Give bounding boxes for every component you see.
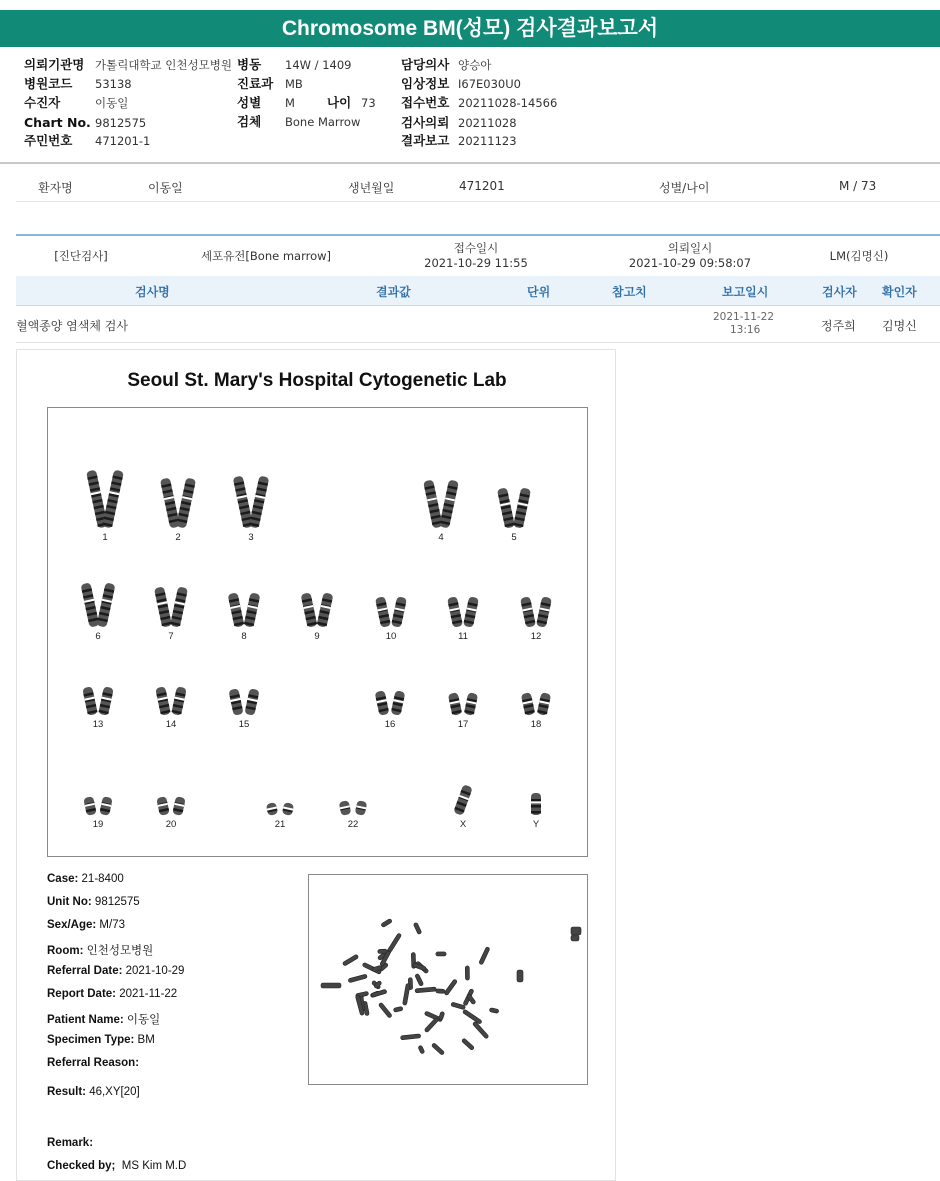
metaphase-chromosome [436, 952, 446, 956]
chromosome-pair-15 [219, 687, 269, 717]
receipt-no-value: 20211028-14566 [458, 96, 558, 110]
patient-bar [16, 172, 940, 202]
chromosome-label-14: 14 [165, 719, 177, 730]
referral-date-value: 2021-10-29 [125, 965, 185, 977]
chromosome-pair-X [438, 783, 488, 817]
case-label: Case: [47, 873, 79, 885]
metaphase-chromosome [571, 935, 579, 941]
chromosome-pair-14 [146, 685, 196, 717]
metaphase-chromosome [381, 918, 393, 927]
patient-name: 이동일 [148, 181, 183, 195]
metaphase-chromosome [418, 1045, 425, 1054]
metaphase-chromosome [342, 954, 359, 966]
chromosome-pair-18 [511, 691, 561, 717]
remark-label: Remark: [47, 1137, 94, 1149]
chromosome-label-7: 7 [168, 631, 174, 642]
birth-value: 471201 [459, 179, 505, 193]
chromosome-label-12: 12 [530, 631, 542, 642]
metaphase-chromosome [436, 989, 445, 994]
chromosome-pair-9 [292, 591, 342, 629]
col-report-date: 보고일시 [722, 285, 769, 299]
received-label: 접수일시 [453, 241, 499, 255]
chromosome-pair-21 [255, 801, 305, 817]
chromosome-label-18: 18 [530, 719, 542, 730]
department-label: 진료과 [237, 76, 274, 91]
chromosome-pair-17 [438, 691, 488, 717]
chromosome-label-10: 10 [385, 631, 397, 642]
unit-label: Unit No: [47, 896, 92, 908]
chromosome-label-5: 5 [511, 532, 517, 543]
order-row[interactable] [16, 234, 940, 276]
checked-by-label: Checked by; [47, 1160, 116, 1172]
col-result: 결과값 [376, 285, 411, 299]
table-row[interactable] [16, 307, 940, 343]
metaphase-chromosome [571, 927, 581, 935]
header-info [0, 48, 940, 164]
report-date-label: Report Date: [47, 988, 117, 1000]
patient-name-label: 환자명 [38, 181, 73, 195]
patient-name-info-label: Patient Name: [47, 1014, 124, 1026]
chromosome-pair-4 [416, 478, 466, 530]
sexage-info-value: M/73 [99, 919, 125, 931]
receipt-no-label: 접수번호 [401, 95, 450, 110]
metaphase-chromosome [413, 922, 422, 934]
chromosome-pair-3 [226, 474, 276, 530]
attending-value: 양승아 [458, 58, 492, 72]
specimen-label: 검체 [237, 114, 262, 129]
chromosome-label-2: 2 [175, 532, 181, 543]
hospital-label: 의뢰기관명 [24, 57, 85, 72]
metaphase-image [308, 874, 588, 1085]
chromosome-label-13: 13 [92, 719, 104, 730]
chromosome-pair-10 [366, 595, 416, 629]
results-table-header [16, 276, 940, 306]
sex-value: M [285, 96, 295, 110]
examinee-label: 수진자 [24, 95, 61, 110]
lab-title: Seoul St. Mary's Hospital Cytogenetic Lab [127, 370, 507, 391]
room-value: 인천성모병원 [86, 945, 154, 957]
hospital-code-value: 53138 [95, 77, 132, 91]
referral-date-label: Referral Date: [47, 965, 123, 977]
metaphase-chromosome [415, 987, 436, 993]
metaphase-chromosome [378, 1002, 392, 1018]
metaphase-chromosome [517, 970, 523, 982]
chromosome-label-Y: Y [532, 819, 540, 830]
department-value: MB [285, 77, 303, 91]
result-label: Result: [47, 1086, 86, 1098]
chromosome-label-11: 11 [458, 631, 468, 642]
sexage-info-label: Sex/Age: [47, 919, 97, 931]
unit-value: 9812575 [94, 896, 140, 908]
metaphase-chromosome [348, 974, 367, 983]
chromosome-pair-12 [511, 595, 561, 629]
chart-no-value: 9812575 [95, 116, 147, 130]
metaphase-chromosome [387, 933, 401, 953]
chromosome-pair-2 [153, 476, 203, 530]
chart-no-label: Chart No. [24, 115, 91, 130]
metaphase-chromosome [479, 947, 490, 965]
chromosome-label-19: 19 [92, 819, 104, 830]
chromosome-pair-13 [73, 685, 123, 717]
attending-label: 담당의사 [401, 57, 450, 72]
row-confirmer: 김명신 [882, 319, 917, 333]
chromosome-label-1: 1 [102, 532, 108, 543]
referral-reason-label: Referral Reason: [47, 1057, 140, 1069]
metaphase-chromosome [415, 973, 424, 986]
metaphase-chromosome [431, 1043, 445, 1056]
chromosome-label-22: 22 [347, 819, 359, 830]
chromosome-pair-8 [219, 591, 269, 629]
chromosome-label-X: X [459, 819, 467, 830]
chromosome-label-8: 8 [241, 631, 247, 642]
specimen-type-label: Specimen Type: [47, 1034, 135, 1046]
examinee-value: 이동일 [95, 96, 129, 110]
resident-no-value: 471201-1 [95, 134, 151, 148]
chromosome-label-15: 15 [238, 719, 250, 730]
chromosome-label-20: 20 [165, 819, 177, 830]
chromosome-label-4: 4 [438, 532, 444, 543]
chromosome-pair-22 [328, 799, 378, 817]
result-value: 46,XY[20] [89, 1086, 140, 1098]
case-value: 21-8400 [81, 873, 124, 885]
specimen-value: Bone Marrow [285, 115, 361, 129]
requested-label: 의뢰일시 [667, 241, 713, 255]
metaphase-chromosome [462, 1009, 482, 1024]
metaphase-chromosome [461, 1038, 474, 1051]
report-title: Chromosome BM(성모) 검사결과보고서 [0, 10, 940, 47]
sexage-label: 성별/나이 [659, 181, 710, 195]
row-report-date: 2021-11-22 [713, 311, 775, 323]
chromosome-label-17: 17 [457, 719, 469, 730]
col-confirmer: 확인자 [882, 285, 917, 299]
result-report-label: 결과보고 [401, 133, 450, 148]
metaphase-chromosome [489, 1008, 499, 1014]
chromosome-pair-20 [146, 795, 196, 817]
order-category: [진단검사] [54, 249, 108, 263]
metaphase-chromosome [438, 1011, 444, 1020]
age-label: 나이 [327, 95, 352, 110]
chromosome-label-9: 9 [314, 631, 320, 642]
sex-label: 성별 [237, 95, 262, 110]
chromosome-pair-1 [80, 468, 130, 530]
requested-value: 2021-10-29 09:58:07 [628, 256, 752, 270]
metaphase-chromosome [465, 966, 469, 980]
resident-no-label: 주민번호 [24, 133, 73, 148]
report-date-value: 2021-11-22 [119, 988, 178, 1000]
order-doctor: LM(김명신) [829, 249, 889, 263]
chromosome-pair-19 [73, 795, 123, 817]
col-tester: 검사자 [822, 285, 857, 299]
metaphase-chromosome [393, 1006, 403, 1012]
chromosome-pair-5 [489, 486, 539, 530]
row-report-time: 13:16 [730, 324, 761, 336]
metaphase-spread [309, 875, 587, 1084]
checked-by-value: MS Kim M.D [121, 1160, 187, 1172]
chromosome-pair-16 [365, 689, 415, 717]
birth-label: 생년월일 [348, 181, 395, 195]
col-reference: 참고치 [612, 285, 647, 299]
row-tester: 정주희 [821, 319, 856, 333]
metaphase-chromosome [321, 983, 341, 988]
age-value: 73 [361, 96, 376, 110]
metaphase-chromosome [378, 949, 387, 953]
metaphase-chromosome [403, 983, 411, 1005]
metaphase-chromosome [424, 1017, 439, 1033]
sexage-value: M / 73 [839, 179, 877, 193]
metaphase-chromosome [371, 989, 387, 997]
patient-name-info-value: 이동일 [126, 1014, 161, 1026]
order-test: 세포유전[Bone marrow] [200, 249, 332, 263]
chromosome-pair-6 [73, 581, 123, 629]
row-test-name: 혈액종양 염색체 검사 [16, 319, 128, 333]
test-request-value: 20211028 [458, 116, 517, 130]
chromosome-label-16: 16 [384, 719, 396, 730]
ward-value: 14W / 1409 [285, 58, 352, 72]
chromosome-pair-11 [438, 595, 488, 629]
col-unit: 단위 [527, 285, 551, 299]
chromosome-pair-Y [511, 791, 561, 817]
result-report-value: 20211123 [458, 134, 517, 148]
chromosome-label-3: 3 [248, 532, 254, 543]
test-request-label: 검사의뢰 [401, 115, 450, 130]
hospital-code-label: 병원코드 [24, 76, 73, 91]
karyogram [47, 407, 588, 857]
received-value: 2021-10-29 11:55 [424, 256, 528, 270]
chromosome-pair-7 [146, 585, 196, 629]
hospital-value: 가톨릭대학교 인천성모병원 [95, 58, 232, 72]
clinical-info-label: 임상정보 [401, 76, 450, 91]
metaphase-chromosome [444, 979, 458, 996]
specimen-type-value: BM [137, 1034, 155, 1046]
room-label: Room: [47, 945, 84, 957]
metaphase-chromosome [472, 1021, 489, 1039]
metaphase-chromosome [400, 1034, 420, 1040]
chromosome-label-21: 21 [274, 819, 286, 830]
col-test-name: 검사명 [135, 285, 170, 299]
ward-label: 병동 [237, 57, 262, 72]
clinical-info-value: I67E030U0 [458, 77, 521, 91]
cytogenetic-report [16, 349, 616, 1181]
chromosome-label-6: 6 [95, 631, 101, 642]
